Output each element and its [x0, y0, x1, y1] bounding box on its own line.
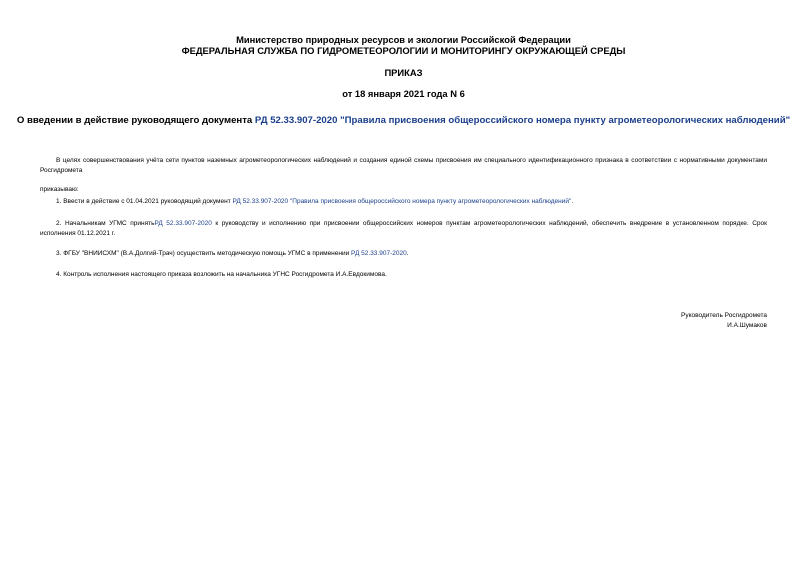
service-name: ФЕДЕРАЛЬНАЯ СЛУЖБА ПО ГИДРОМЕТЕОРОЛОГИИ И МОНИТОРИНГУ ОКРУЖАЮЩЕЙ СРЕДЫ — [181, 45, 626, 56]
order-item-1 — [40, 197, 767, 207]
document-date-number: от 18 января 2021 года N 6 — [342, 88, 465, 99]
subject-document-link[interactable]: РД 52.33.907-2020 "Правила присвоения общероссийского номера пункту агрометеорологических наблюдений" — [254, 115, 791, 126]
preamble-paragraph: В целях совершенствования учёта сети пунктов наземных агрометеорологических наблюдений и создания единой схемы присвоения им специального идентификационного признака в соответствии с нормативными документами Росгидромета — [40, 157, 767, 174]
item-1-prefix: 1. Ввести в действие с 01.04.2021 руководящий документ — [56, 198, 233, 205]
item-1-suffix: . — [571, 198, 574, 205]
signatory-name: И.А.Шумаков — [727, 322, 767, 329]
document-subject — [0, 115, 807, 127]
order-item-3 — [40, 249, 767, 259]
item-3-prefix: 3. ФГБУ "ВНИИСХМ" (В.А.Долгий-Трач) осуществить методическую помощь УГМС в применении — [56, 250, 352, 257]
item-2-prefix: 2. Начальникам УГМС принять — [56, 220, 155, 227]
item-3-document-link[interactable]: РД 52.33.907-2020 — [351, 250, 407, 257]
order-item-4: 4. Контроль исполнения настоящего приказа возложить на начальника УГНС Росгидромета И.А.Евдокимова. — [56, 271, 387, 278]
item-2-document-link[interactable]: РД 52.33.907-2020 — [154, 220, 212, 227]
order-item-2 — [40, 219, 767, 238]
order-word: приказываю: — [40, 186, 79, 193]
item-1-document-link[interactable]: РД 52.33.907-2020 "Правила присвоения общероссийского номера пункту агрометеорологических наблюдений" — [232, 198, 572, 205]
document-type: ПРИКАЗ — [384, 67, 423, 78]
item-2-suffix: к руководству и исполнению при присвоении общероссийских номеров пунктам агрометеорологических наблюдений, обеспечить внедрение в установленном порядке. Срок исполнения 01.12.2021 г. — [40, 220, 767, 237]
item-3-suffix: . — [406, 250, 409, 257]
ministry-name: Министерство природных ресурсов и экологии Российской Федерации — [236, 34, 571, 45]
subject-prefix: О введении в действие руководящего документа — [16, 115, 255, 126]
signatory-position: Руководитель Росгидромета — [680, 312, 767, 319]
